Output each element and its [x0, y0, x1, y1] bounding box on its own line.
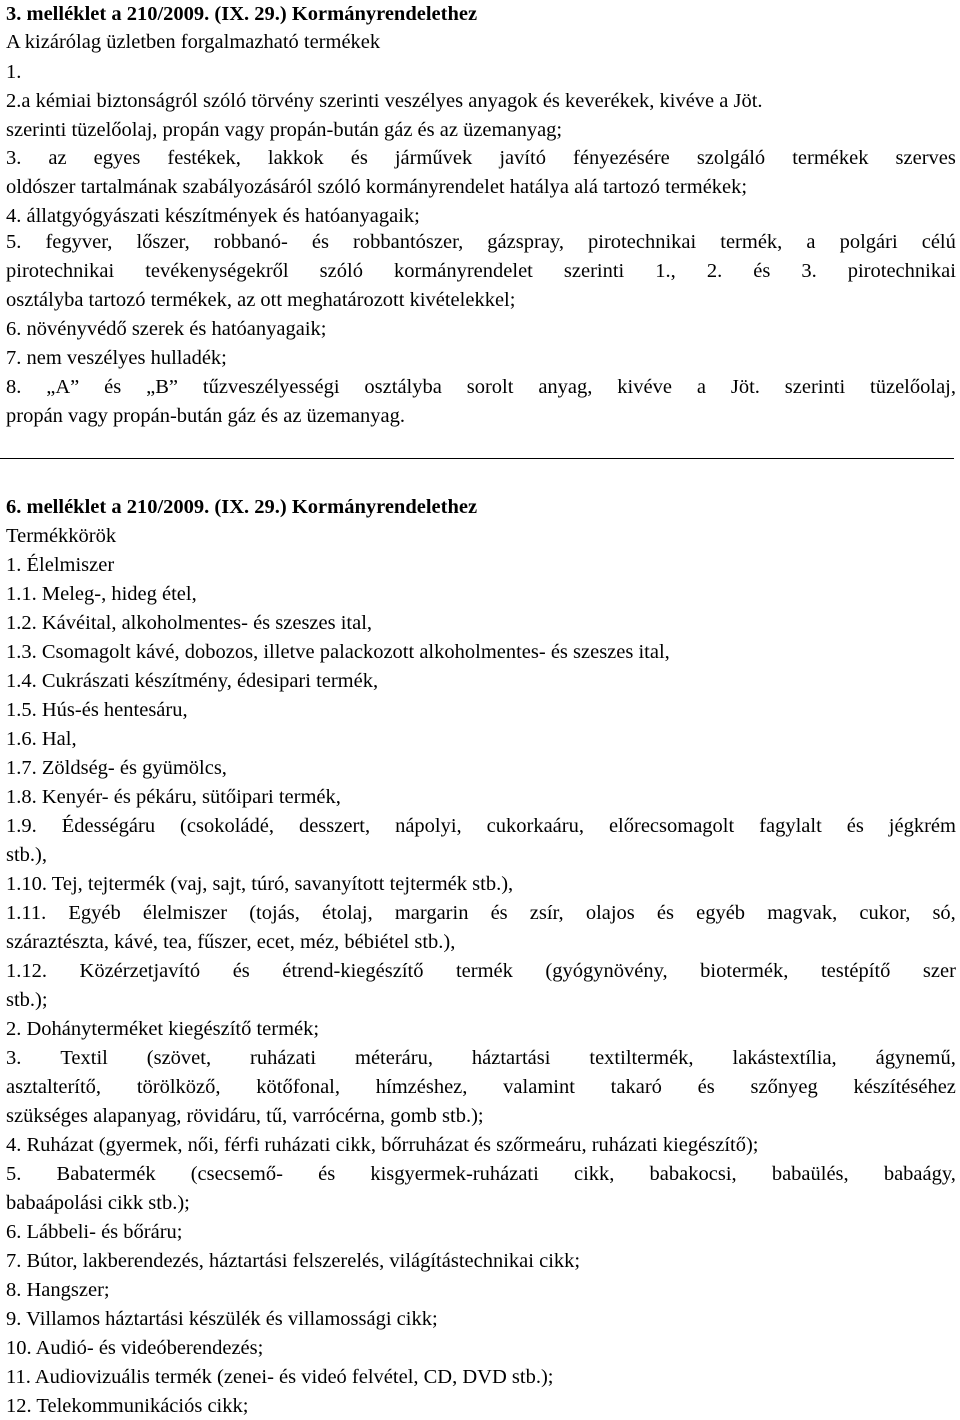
annex6-item: 3. Textil (szövet, ruházati méteráru, háztartási textiltermék, lakástextília, ágynemű,: [6, 1047, 956, 1069]
annex3-heading: 3. melléklet a 210/2009. (IX. 29.) Kormányrendelethez: [6, 3, 478, 25]
annex3-item: pirotechnikai tevékenységekről szóló kormányrendelet szerinti 1., 2. és 3. pirotechnikai: [6, 260, 956, 282]
annex6-item: 11. Audiovizuális termék (zenei- és videó felvétel, CD, DVD stb.);: [6, 1366, 554, 1388]
annex6-item: 1.12. Közérzetjavító és étrend-kiegészítő termék (gyógynövény, biotermék, testépítő szer: [6, 960, 956, 982]
annex6-item: 1.9. Édességáru (csokoládé, desszert, nápolyi, cukorkaáru, előrecsomagolt fagylalt és jégkrém: [6, 815, 956, 837]
annex6-item: 2. Dohányterméket kiegészítő termék;: [6, 1018, 320, 1040]
annex3-item: 4. állatgyógyászati készítmények és hatóanyagaik;: [6, 205, 420, 227]
annex3-subtitle: A kizárólag üzletben forgalmazható termékek: [6, 31, 381, 53]
annex6-item: 1.10. Tej, tejtermék (vaj, sajt, túró, savanyított tejtermék stb.),: [6, 873, 514, 895]
section-divider: [0, 458, 954, 459]
annex6-item: babaápolási cikk stb.);: [6, 1192, 190, 1214]
annex6-item: 1.7. Zöldség- és gyümölcs,: [6, 757, 227, 779]
annex3-item: szerinti tüzelőolaj, propán vagy propán-bután gáz és az üzemanyag;: [6, 119, 563, 141]
annex6-item: stb.);: [6, 989, 48, 1011]
annex6-item: 1.11. Egyéb élelmiszer (tojás, étolaj, margarin és zsír, olajos és egyéb magvak, cukor, só,: [6, 902, 956, 924]
annex6-item: 1.1. Meleg-, hideg étel,: [6, 583, 197, 605]
annex6-item: 10. Audió- és videóberendezés;: [6, 1337, 264, 1359]
annex6-item: 9. Villamos háztartási készülék és villamossági cikk;: [6, 1308, 438, 1330]
annex6-item: 1.8. Kenyér- és pékáru, sütőipari termék,: [6, 786, 341, 808]
annex6-item: 6. Lábbeli- és bőráru;: [6, 1221, 183, 1243]
annex6-subtitle: Termékkörök: [6, 525, 117, 547]
annex3-item: 6. növényvédő szerek és hatóanyagaik;: [6, 318, 327, 340]
annex3-item: 5. fegyver, lőszer, robbanó- és robbantószer, gázspray, pirotechnikai termék, a polgári célú: [6, 231, 956, 253]
annex6-item: 1. Élelmiszer: [6, 554, 115, 576]
annex6-heading: 6. melléklet a 210/2009. (IX. 29.) Kormányrendelethez: [6, 496, 478, 518]
annex3-item: 7. nem veszélyes hulladék;: [6, 347, 227, 369]
annex6-item: 12. Telekommunikációs cikk;: [6, 1395, 249, 1417]
annex3-item: 2.a kémiai biztonságról szóló törvény szerinti veszélyes anyagok és keverékek, kivéve a Jöt.: [6, 90, 763, 112]
annex6-item: stb.),: [6, 844, 47, 866]
annex6-item: 1.2. Kávéital, alkoholmentes- és szeszes ital,: [6, 612, 373, 634]
annex3-item: 3. az egyes festékek, lakkok és járművek javító fényezésére szolgáló termékek szerves: [6, 147, 956, 169]
annex6-item: 7. Bútor, lakberendezés, háztartási felszerelés, világítástechnikai cikk;: [6, 1250, 581, 1272]
annex6-item: 1.5. Hús-és hentesáru,: [6, 699, 188, 721]
annex3-item: 1.: [6, 61, 22, 83]
annex6-item: asztalterítő, törölköző, kötőfonal, hímzéshez, valamint takaró és szőnyeg készítéséhez: [6, 1076, 956, 1098]
annex6-item: 1.6. Hal,: [6, 728, 77, 750]
annex6-item: 5. Babatermék (csecsemő- és kisgyermek-ruházati cikk, babakocsi, babaülés, babaágy,: [6, 1163, 956, 1185]
annex3-item: 8. „A” és „B” tűzveszélyességi osztályba sorolt anyag, kivéve a Jöt. szerinti tüzelőolaj,: [6, 376, 956, 398]
annex6-item: 1.3. Csomagolt kávé, dobozos, illetve palackozott alkoholmentes- és szeszes ital,: [6, 641, 670, 663]
annex6-item: szükséges alapanyag, rövidáru, tű, varrócérna, gomb stb.);: [6, 1105, 484, 1127]
annex3-item: osztályba tartozó termékek, az ott meghatározott kivételekkel;: [6, 289, 516, 311]
annex6-item: száraztészta, kávé, tea, fűszer, ecet, méz, bébiétel stb.),: [6, 931, 456, 953]
annex3-item: propán vagy propán-bután gáz és az üzemanyag.: [6, 405, 406, 427]
annex3-item: oldószer tartalmának szabályozásáról szóló kormányrendelet hatálya alá tartozó termékek;: [6, 176, 748, 198]
annex6-item: 4. Ruházat (gyermek, női, férfi ruházati cikk, bőrruházat és szőrmeáru, ruházati kiegészítő);: [6, 1134, 759, 1156]
annex6-item: 1.4. Cukrászati készítmény, édesipari termék,: [6, 670, 379, 692]
annex6-item: 8. Hangszer;: [6, 1279, 110, 1301]
